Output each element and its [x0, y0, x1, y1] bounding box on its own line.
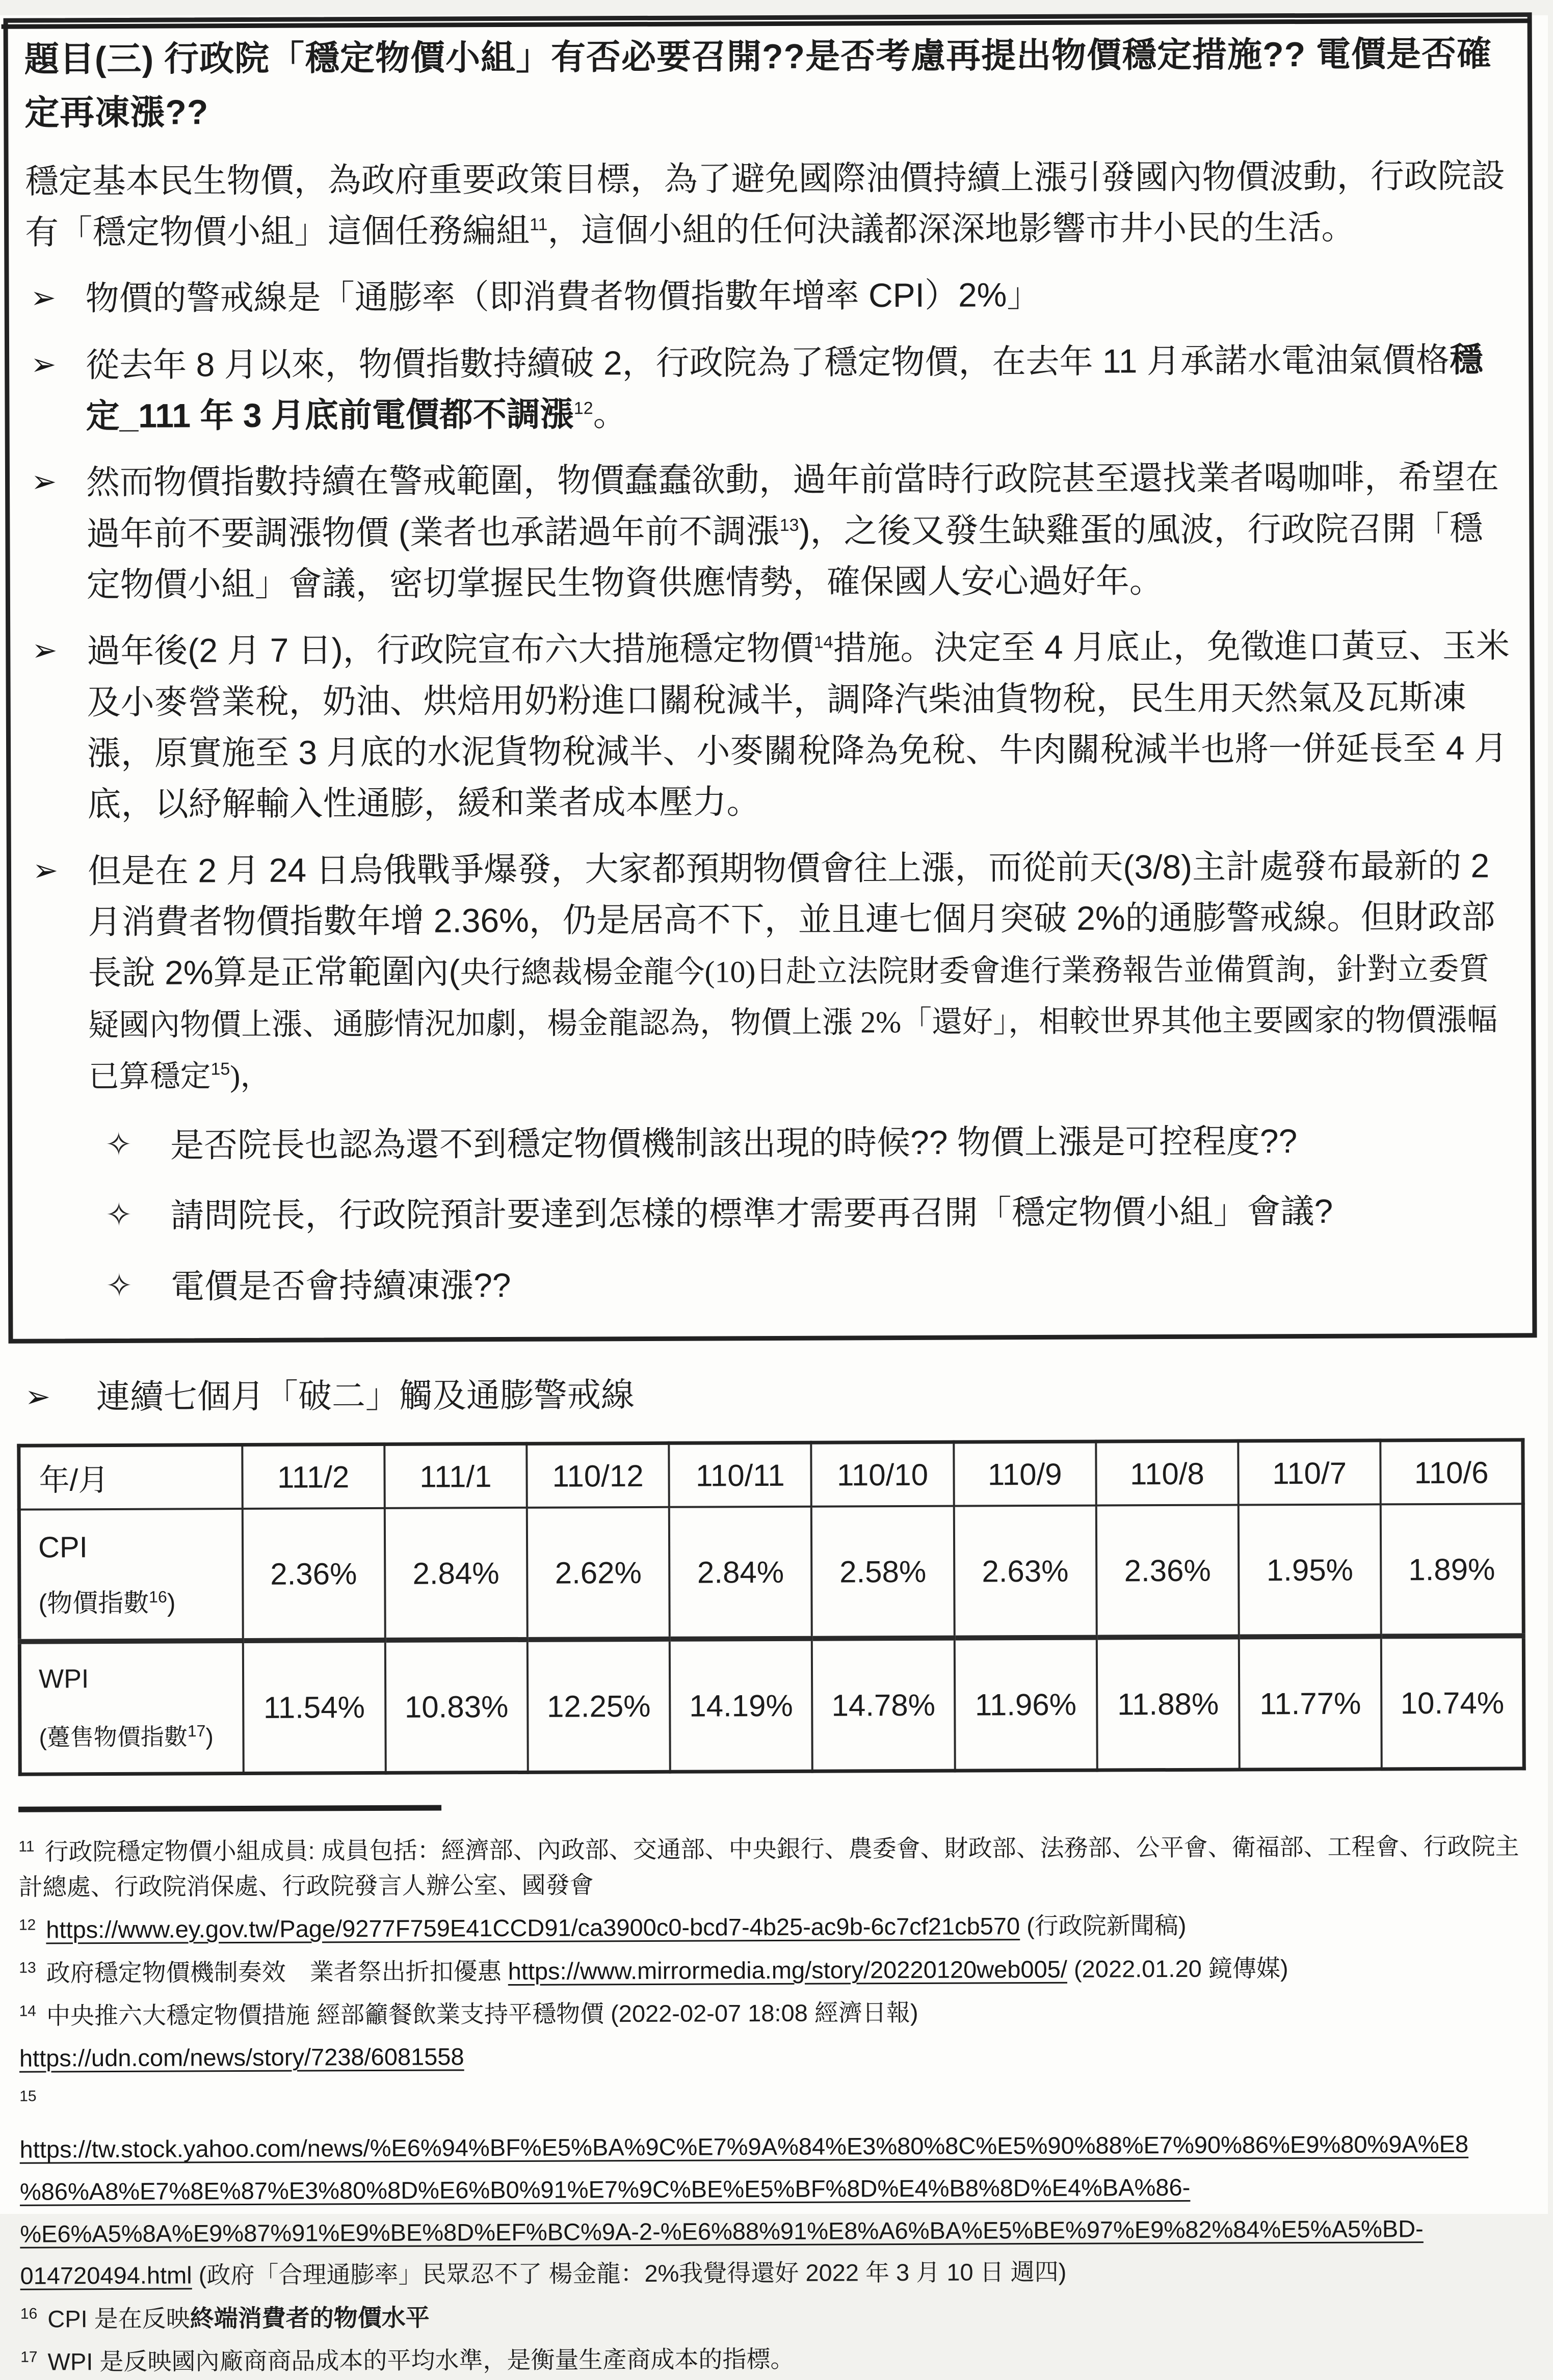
- footnote-ref-12: 12: [573, 398, 593, 418]
- bullet-text-segment: 但是在 2 月 24 日烏俄戰爭爆發，大家都預期物價會往上漲，而從前天(3/8)主計處發布最新的 2 月消費者物價指數年增 2.36%，仍是居高不下，並且連七個月突破 2%的通膨警戒線。但財政部長說 2%算是正常範圍內(: [87, 846, 1495, 992]
- diamond-bullet-icon: ✧: [105, 1267, 133, 1304]
- footnote-link[interactable]: https://www.ey.gov.tw/Page/9277F759E41CCD91/ca3900c0-bcd7-4b25-ac9b-6c7cf21cb570: [46, 1912, 1020, 1943]
- bullet-item-electricity-freeze: [25, 334, 1516, 442]
- cpi-sublabel-text: (物價指數: [38, 1588, 149, 1618]
- intro-paragraph: [25, 150, 1515, 258]
- footnote-text: 中央推六大穩定物價措施 經部籲餐飲業支持平穩物價 (2022-02-07 18:08 經濟日報): [46, 1999, 918, 2029]
- cpi-value: 2.84%: [669, 1507, 812, 1639]
- sub-question-list: [29, 1114, 1519, 1312]
- footnote-17: [20, 2339, 1540, 2380]
- sub-question-item: [105, 1185, 1518, 1242]
- footnote-16: [20, 2296, 1540, 2337]
- wpi-value: 11.54%: [243, 1640, 385, 1774]
- wpi-sublabel: [39, 1718, 237, 1752]
- footnote-number: 16: [20, 2305, 38, 2322]
- footnote-link[interactable]: https://tw.stock.yahoo.com/news/%E6%94%BF%E5%BA%9C%E7%9A%84%E3%80%8C%E5%90%88%E7%90%86%E9%80%9A%E8: [19, 2130, 1469, 2163]
- footnote-number: 14: [19, 2002, 37, 2020]
- footnote-separator: [18, 1805, 441, 1812]
- footnote-text: (2022.01.20 鏡傳媒): [1067, 1954, 1288, 1983]
- table-header-year-month: 年/月: [19, 1445, 242, 1510]
- cpi-value: 2.58%: [811, 1506, 954, 1639]
- question-box: [4, 12, 1537, 1344]
- scanned-document-page: [0, 15, 1548, 2375]
- footnotes-section: [18, 1829, 1540, 2379]
- bullet-text-segment: 從去年 8 月以來，物價指數持續破 2，行政院為了穩定物價，在去年 11 月承諾水電油氣價格: [86, 340, 1450, 384]
- wpi-sublabel-text: (躉售物價指數: [39, 1723, 188, 1751]
- arrow-bullet-icon: ➢: [31, 464, 57, 499]
- wpi-label: WPI: [38, 1664, 89, 1694]
- footnote-text: (政府「合理通膨率」民眾忍不了 楊金龍：2%我覺得還好 2022 年 3 月 10 日 週四): [192, 2258, 1067, 2289]
- sub-question-text: 電價是否會持續凍漲??: [170, 1266, 511, 1305]
- bullet-text-segment: 然而物價指數持續在警戒範圍，物價蠢蠢欲動，過年前當時行政院甚至還找業者喝咖啡，希望在過年前不要調漲物價 (業者也承諾過年前不調漲: [86, 458, 1499, 552]
- cpi-label: CPI: [38, 1530, 88, 1564]
- footnote-text-bold: 終端消費者的物價水平: [190, 2304, 430, 2332]
- wpi-sublabel-text: ): [205, 1723, 214, 1750]
- diamond-bullet-icon: ✧: [105, 1196, 133, 1234]
- table-header-month: 110/9: [954, 1441, 1096, 1506]
- wpi-row: [19, 1636, 1524, 1774]
- inflation-table: [17, 1438, 1525, 1776]
- cpi-value: 2.36%: [1096, 1505, 1239, 1638]
- bullet-text-segment: 。: [593, 395, 627, 433]
- wpi-value: 11.77%: [1239, 1636, 1382, 1770]
- table-header-row: [19, 1440, 1523, 1510]
- arrow-bullet-icon: ➢: [31, 347, 57, 382]
- intro-text: 穩定基本民生物價，為政府重要政策目標，為了避免國際油價持續上漲引發國內物價波動，行政院設有「穩定物價小組」這個任務編組: [24, 156, 1505, 251]
- footnote-ref-15: 15: [210, 1059, 230, 1079]
- arrow-bullet-icon: ➢: [32, 633, 58, 667]
- cpi-value: 2.63%: [954, 1506, 1096, 1638]
- wpi-value: 14.78%: [812, 1638, 955, 1772]
- footnote-number: 11: [18, 1838, 35, 1856]
- cpi-value: 2.84%: [385, 1508, 528, 1640]
- footnote-15: [19, 2078, 1540, 2293]
- footnote-number: 12: [18, 1916, 36, 1934]
- footnote-text: 行政院穩定物價小組成員: 成員包括：經濟部、內政部、交通部、中央銀行、農委會、財政部、法務部、公平會、衛福部、工程會、行政院主計總處、行政院消保處、行政院發言人辦公室、國發會: [18, 1832, 1519, 1901]
- table-header-month: 111/2: [242, 1444, 385, 1509]
- sub-question-text: 請問院長，行政院預計要達到怎樣的標準才需要再召開「穩定物價小組」會議?: [170, 1192, 1333, 1235]
- cpi-value: 2.36%: [242, 1508, 385, 1641]
- bullet-text-segment: 措施。決定至 4 月底止，免徵進口黃豆、玉米及小麥營業稅，奶油、烘焙用奶粉進口關稅減半，調降汽柴油貨物稅，民生用天然氣及瓦斯凍漲，原實施至 3 月底的水泥貨物稅減半、小麥關稅降為免稅、牛肉關稅減半也將一併延長至 4 月底，以紓解輸入性通膨，緩和業者成本壓力。: [87, 626, 1510, 823]
- cpi-value: 2.62%: [527, 1507, 670, 1640]
- bullet-item-coffee-meeting: [26, 451, 1516, 610]
- cpi-sublabel-text: ): [167, 1588, 176, 1617]
- footnote-number: 15: [19, 2088, 37, 2105]
- footnote-link[interactable]: 014720494.html: [20, 2261, 192, 2289]
- sub-question-item: [105, 1114, 1518, 1171]
- footnote-ref-14: 14: [813, 632, 833, 652]
- wpi-value: 10.74%: [1381, 1636, 1524, 1769]
- footnote-text: (行政院新聞稿): [1020, 1912, 1187, 1940]
- bullet-text: [86, 334, 1516, 441]
- footnote-12: [19, 1907, 1538, 1948]
- bullet-text-kai: 央行總裁楊金龍今(10)日赴立法院財委會進行業務報告並備質詢，針對立委質疑國內物價上漲、通膨情況加劇，楊金龍認為，物價上漲 2%「還好」，相較世界其他主要國家的物價漲幅已算穩定: [88, 952, 1498, 1093]
- wpi-value: 10.83%: [385, 1640, 528, 1773]
- cpi-value: 1.89%: [1381, 1504, 1523, 1636]
- footnote-text: CPI 是在反映: [47, 2305, 190, 2333]
- footnote-link[interactable]: %E6%A5%8A%E9%87%91%E9%BE%8D%EF%BC%9A-2-%E6%88%91%E8%A6%BA%E5%BE%97%E9%82%84%E5%A5%BD-: [20, 2214, 1424, 2248]
- diamond-bullet-icon: ✧: [104, 1126, 133, 1163]
- footnote-15-links: [19, 2127, 1539, 2294]
- cpi-row: [19, 1504, 1523, 1641]
- cpi-sublabel: [38, 1582, 236, 1619]
- intro-text: ，這個小組的任何決議都深深地影響市井小民的生活。: [547, 208, 1355, 249]
- footnote-number: 13: [19, 1959, 36, 1976]
- footnote-ref-17: 17: [187, 1721, 206, 1741]
- arrow-bullet-icon: ➢: [32, 852, 59, 888]
- table-section-title: 連續七個月「破二」觸及通膨警戒線: [96, 1376, 635, 1416]
- table-header-month: 110/7: [1238, 1440, 1381, 1505]
- cpi-row-label: [19, 1509, 243, 1642]
- footnote-text: WPI 是反映國內廠商商品成本的平均水準，是衡量生產商成本的指標。: [47, 2345, 795, 2375]
- cpi-value: 1.95%: [1239, 1504, 1381, 1637]
- table-header-month: 110/8: [1096, 1441, 1239, 1506]
- bullet-text: [88, 840, 1518, 1101]
- bullet-item-six-measures: [27, 620, 1517, 830]
- bullet-text-bold: 穩定_111 年 3 月底前電價都不調漲: [86, 340, 1483, 435]
- wpi-value: 14.19%: [670, 1639, 812, 1772]
- bullet-text: [86, 451, 1516, 610]
- bullet-item-price-alert-line: [25, 268, 1515, 325]
- table-header-month: 110/11: [669, 1442, 811, 1507]
- sub-question-item: [106, 1255, 1519, 1312]
- table-header-month: 110/12: [527, 1443, 669, 1508]
- footnote-ref-16: 16: [149, 1587, 167, 1606]
- wpi-row-label: [19, 1641, 243, 1774]
- footnote-ref-11: 11: [530, 215, 548, 234]
- table-header-month: 111/1: [384, 1443, 527, 1508]
- table-header-month: 110/6: [1381, 1440, 1523, 1505]
- wpi-value: 11.88%: [1097, 1637, 1240, 1771]
- bullet-text-segment: 過年後(2 月 7 日)，行政院宣布六大措施穩定物價: [87, 629, 814, 670]
- question-title: 題目(三) 行政院「穩定物價小組」有否必要召開??是否考慮再提出物價穩定措施?? 電價是否確定再凍漲??: [24, 34, 1492, 133]
- bullet-text-segment: )，之後又發生缺雞蛋的風波，行政院召開「穩定物價小組」會議，密切掌握民生物資供應情勢，確保國人安心過好年。: [86, 509, 1483, 604]
- bullet-text: [87, 620, 1517, 830]
- arrow-bullet-icon: ➢: [24, 1379, 51, 1414]
- table-section-bullet: [20, 1366, 1537, 1422]
- footnote-number: 17: [20, 2348, 38, 2366]
- footnote-link-line: [20, 2253, 1539, 2293]
- bullet-list: [25, 268, 1518, 1101]
- footnote-ref-13: 13: [779, 515, 799, 535]
- footnote-14: [19, 1993, 1539, 2076]
- arrow-bullet-icon: ➢: [30, 280, 57, 315]
- footnote-11: [18, 1829, 1538, 1905]
- table-header-month: 110/10: [811, 1442, 954, 1507]
- wpi-value: 12.25%: [528, 1639, 670, 1773]
- bullet-text: 物價的警戒線是「通膨率（即消費者物價指數年增率 CPI）2%」: [85, 276, 1041, 317]
- footnote-link[interactable]: https://udn.com/news/story/7238/6081558: [19, 2043, 464, 2072]
- wpi-value: 11.96%: [954, 1638, 1097, 1771]
- bullet-item-war-cpi: [28, 840, 1518, 1101]
- document-sheet: [0, 12, 1552, 2375]
- sub-question-text: 是否院長也認為還不到穩定物價機制該出現的時候?? 物價上漲是可控程度??: [170, 1122, 1298, 1164]
- footnote-text: 政府穩定物價機制奏效 業者祭出折扣優惠: [46, 1957, 508, 1987]
- bullet-text-kai: )，: [230, 1059, 271, 1093]
- footnote-link[interactable]: https://www.mirrormedia.mg/story/20220120web005/: [508, 1955, 1067, 1985]
- footnote-link[interactable]: %86%A8%E7%8E%87%E3%80%8D%E6%B0%91%E7%9C%BE%E5%BF%8D%E4%B8%8D%E4%BA%86-: [19, 2173, 1191, 2205]
- footnote-13: [19, 1950, 1538, 1991]
